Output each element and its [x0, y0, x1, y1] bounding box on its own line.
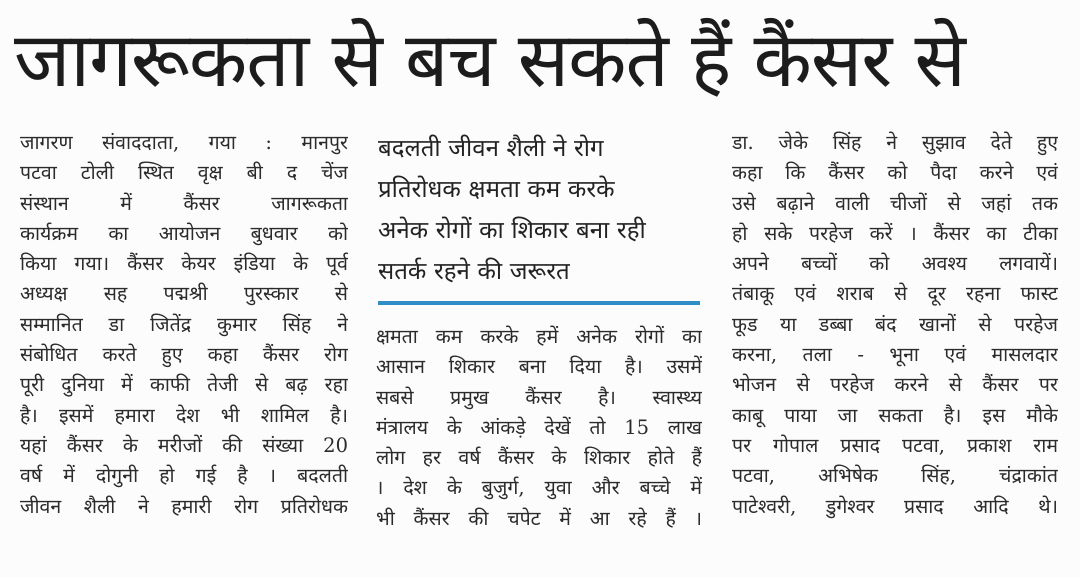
subhead-line: सतर्क रहने की जरूरत — [378, 257, 570, 285]
text-line: क्षमता कम करके हमें अनेक रोगों का — [376, 325, 702, 348]
headline: जागरूकता से बच सकते हैं कैंसर से — [14, 15, 965, 104]
text-line: पटवा, अभिषेक सिंह, चंद्राकांत — [732, 464, 1058, 488]
text-line: अध्यक्ष सह पद्मश्री पुरस्कार से — [20, 282, 348, 306]
middle-column — [376, 322, 702, 534]
text-line: किया गया। कैंसर केयर इंडिया के पूर्व — [20, 252, 348, 276]
subhead-line: प्रतिरोधक क्षमता कम करके — [378, 175, 615, 203]
text-line: काबू पाया जा सकता है। इस मौके — [732, 403, 1058, 427]
text-line: करना, तला - भूना एवं मासलदार — [732, 343, 1058, 367]
text-line: । देश के बुजुर्ग, युवा और बच्चे में — [376, 476, 702, 500]
text-line: कहा कि कैंसर को पैदा करने एवं — [732, 161, 1058, 185]
subhead-line: बदलती जीवन शैली ने रोग — [378, 134, 604, 162]
text-line: जागरण संवाददाता, गया : मानपुर — [20, 131, 348, 154]
text-line: सम्मानित डा जितेंद्र कुमार सिंह ने — [20, 312, 348, 336]
text-line: फूड या डब्बा बंद खानों से परहेज — [732, 312, 1058, 336]
text-line: डा. जेके सिंह ने सुझाव देते हुए — [732, 131, 1058, 154]
text-line: पर गोपाल प्रसाद पटवा, प्रकाश राम — [732, 433, 1058, 457]
text-line: वर्ष में दोगुनी हो गई है । बदलती — [20, 464, 348, 488]
text-line: तंबाकू एवं शराब से दूर रहना फास्ट — [732, 282, 1058, 306]
text-line: कार्यक्रम का आयोजन बुधवार को — [20, 221, 348, 245]
text-line: पाटेश्वरी, डुगेश्वर प्रसाद आदि थे। — [732, 494, 1058, 518]
text-line: संस्थान में कैंसर जागरूकता — [20, 191, 348, 215]
text-line: पूरी दुनिया में काफी तेजी से बढ़ रहा — [20, 373, 348, 397]
left-column — [20, 128, 348, 522]
text-line: भी कैंसर की चपेट में आ रहे हैं । — [376, 506, 702, 530]
text-line: हो सके परहेज करें । कैंसर का टीका — [732, 221, 1058, 245]
text-line: भोजन से परहेज करने से कैंसर पर — [732, 373, 1058, 397]
text-line: है। इसमें हमारा देश भी शामिल है। — [20, 403, 348, 427]
text-line: सबसे प्रमुख कैंसर है। स्वास्थ्य — [376, 385, 702, 409]
right-column — [732, 128, 1058, 522]
text-line: जीवन शैली ने हमारी रोग प्रतिरोधक — [20, 494, 348, 518]
text-line: मंत्रालय के आंकड़े देखें तो 15 लाख — [376, 415, 702, 439]
text-line: संबोधित करते हुए कहा कैंसर रोग — [20, 343, 348, 367]
text-line: आसान शिकार बना दिया है। उसमें — [376, 355, 702, 379]
divider-rule — [378, 301, 700, 305]
text-line: अपने बच्चों को अवश्य लगवायें। — [732, 252, 1058, 276]
text-line: उसे बढ़ाने वाली चीजों से जहां तक — [732, 191, 1058, 215]
subheadline — [378, 128, 698, 292]
text-line: यहां कैंसर के मरीजों की संख्या 20 — [20, 433, 348, 457]
text-line: पटवा टोली स्थित वृक्ष बी द चेंज — [20, 161, 348, 185]
subhead-line: अनेक रोगों का शिकार बना रही — [378, 216, 646, 244]
text-line: लोग हर वर्ष कैंसर के शिकार होते हैं — [376, 446, 702, 470]
